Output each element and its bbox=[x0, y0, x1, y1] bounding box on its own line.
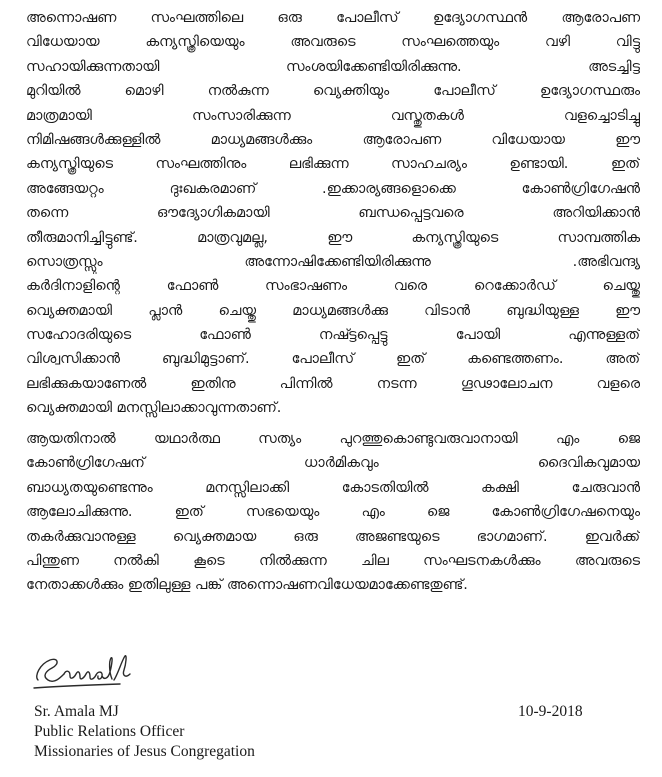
text-line: കോൺഗ്രിഗേഷന് ധാർമികവും ദൈവികവുമായ bbox=[26, 455, 640, 472]
letter-paragraph-2 bbox=[26, 427, 640, 598]
text-line: കന്യസ്ത്രിയുടെ സംഘത്തിനും ലഭിക്കുന്ന സാഹചര്യം ഉണ്ടായി. ഇത് bbox=[26, 156, 640, 173]
text-line: നേതാക്കൾക്കും ഇതിലുള്ള പങ്ക് അന്നൊഷണവിധേയമാക്കേണ്ടതുണ്ട്. bbox=[26, 577, 468, 594]
text-line: ആയതിനാൽ യഥാർത്ഥ സത്യം പുറത്തുകൊണ്ടുവരുവാനായി എം ജെ bbox=[26, 431, 640, 447]
text-line: വിധേയായ കന്യസ്ത്രിയെയും അവരുടെ സംഘത്തെയും വഴി വിട്ടു bbox=[26, 34, 640, 51]
letter-paragraph-1 bbox=[26, 6, 640, 421]
text-line: തന്നെ ഔദ്യോഗികമായി ബന്ധപ്പെട്ടവരെ അറിയിക്കാൻ bbox=[26, 205, 640, 222]
text-line: വ്യെക്തമായി മനസ്സിലാക്കാവുന്നതാണ്. bbox=[26, 400, 282, 417]
signatory-title: Public Relations Officer bbox=[34, 723, 185, 740]
text-line: അന്നൊഷണ സംഘത്തിലെ ഒരു പോലീസ് ഉദ്യോഗസ്ഥൻ ആരോപണ bbox=[26, 10, 640, 26]
text-line: സഹായിക്കുന്നതായി സംശയിക്കേണ്ടിയിരിക്കുന്നു. അടച്ചിട്ട bbox=[26, 58, 640, 75]
text-line: കർദിനാളിന്റെ ഫോൺ സംഭാഷണം വരെ റെക്കോർഡ് ചെയ്തു bbox=[26, 278, 640, 295]
text-line: വ്യെക്തമായി പ്ലാൻ ചെയ്തു മാധ്യമങ്ങൾക്കു വിടാൻ ബുദ്ധിയുള്ള ഈ bbox=[26, 302, 640, 319]
text-line: അങ്ങേയറ്റം ദുഃഖകരമാണ് .ഇക്കാര്യങ്ങളൊക്കെ കോൺഗ്രിഗേഷൻ bbox=[26, 180, 640, 197]
text-line: തകർക്കുവാനുള്ള വ്യെക്തമായ ഒരു അജണ്ടയുടെ ഭാഗമാണ്. ഇവർക്ക് bbox=[26, 528, 640, 545]
text-line: വിശ്വസിക്കാൻ ബുദ്ധിമുട്ടാണ്. പോലീസ് ഇത് കണ്ടെത്തണം. അത് bbox=[26, 351, 640, 368]
text-line: മുറിയിൽ മൊഴി നൽകുന്ന വ്യെക്തിയും പോലീസ് ഉദ്യോഗസ്ഥരും bbox=[26, 83, 640, 100]
text-line: മാത്രമായി സംസാരിക്കുന്ന വസ്തുതകൾ വളച്ചൊടിച്ചു bbox=[26, 107, 640, 124]
signatory-name: Sr. Amala MJ bbox=[34, 703, 119, 720]
signatory-organization: Missionaries of Jesus Congregation bbox=[34, 743, 255, 760]
text-line: പിന്തുണ നൽകി കൂടെ നിൽക്കുന്ന ചില സംഘടനകൾക്കും അവരുടെ bbox=[26, 552, 640, 569]
signature-drawing bbox=[30, 646, 140, 694]
letter-date: 10-9-2018 bbox=[518, 703, 583, 720]
text-line: നിമിഷങ്ങൾക്കുള്ളിൽ മാധ്യമങ്ങൾക്കും ആരോപണ വിധേയായ ഈ bbox=[26, 131, 640, 148]
text-line: സൊത്രസ്സും അന്നോഷിക്കേണ്ടിയിരിക്കുന്നു .അഭിവന്ദ്യ bbox=[26, 253, 640, 270]
handwritten-signature-icon bbox=[30, 646, 140, 698]
signatory-block bbox=[34, 702, 255, 762]
text-line: സഹോദരിയുടെ ഫോൺ നഷ്ട്ടപ്പെട്ടു പോയി എന്നുള്ളത് bbox=[26, 327, 640, 344]
text-line: തീരുമാനിച്ചിട്ടുണ്ട്. മാത്രവുമല്ല, ഈ കന്യസ്ത്രിയുടെ സാമ്പത്തിക bbox=[26, 229, 640, 246]
text-line: ബാധ്യതയുണ്ടെന്നും മനസ്സിലാക്കി കോടതിയിൽ കക്ഷി ചേരുവാൻ bbox=[26, 479, 640, 496]
text-line: ലഭിക്കുകയാണേൽ ഇതിനു പിന്നിൽ നടന്ന ഗൂഢാലോചന വളരെ bbox=[26, 375, 640, 392]
text-line: ആലോചിക്കുന്നു. ഇത് സഭയെയും എം ജെ കോൺഗ്രിഗേഷനെയും bbox=[26, 504, 640, 521]
